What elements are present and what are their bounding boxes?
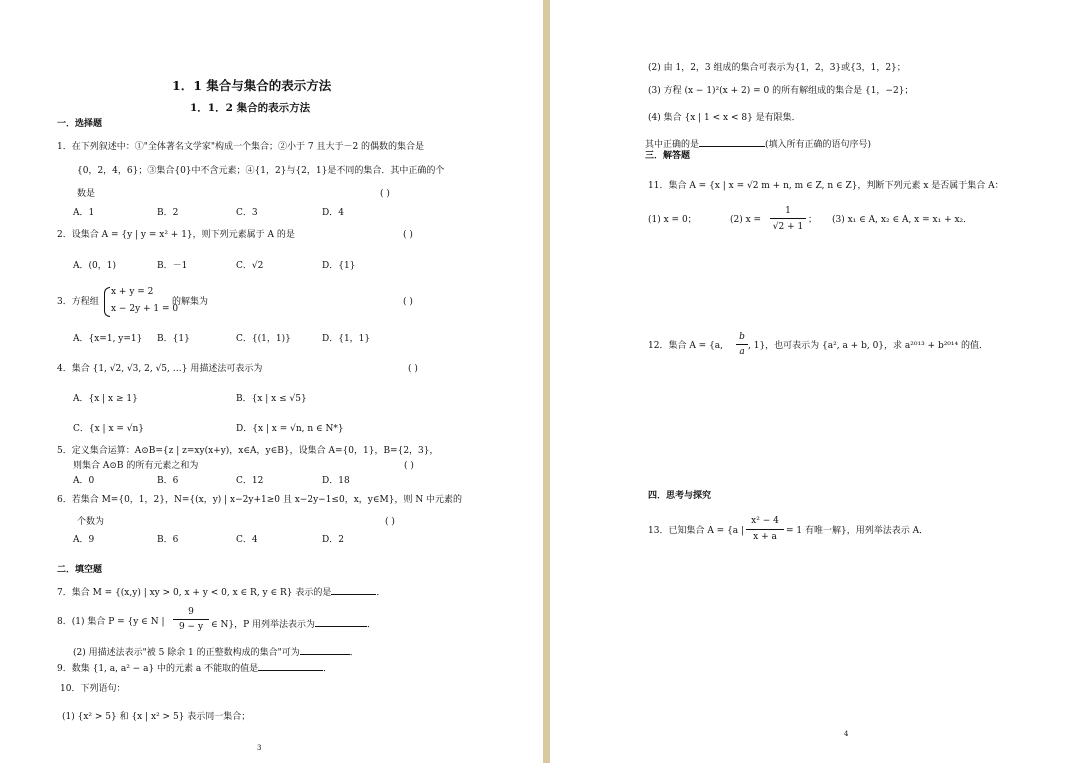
q4-option-b: B．{x | x ≤ √5} (236, 394, 307, 404)
q12-fraction-bar (736, 344, 748, 345)
q10-correct-text: 其中正确的是 (645, 140, 700, 150)
q13-prefix: 13．已知集合 A = {a | (648, 526, 745, 536)
q1-line3: 数是 (77, 189, 96, 199)
q10-item-1: (1) {x² > 5} 和 {x | x² > 5} 表示同一集合； (62, 712, 251, 722)
q6-option-c: C．4 (236, 535, 258, 545)
q3-equation-2: x − 2y + 1 = 0 (111, 304, 179, 314)
q11-part-1: (1) x = 0； (648, 215, 697, 225)
section-heading-explore: 四．思考与探究 (648, 491, 712, 501)
q3-option-b: B．{1} (157, 334, 190, 344)
q2-option-d: D．{1} (322, 261, 356, 271)
q2-option-c: C．√2 (236, 261, 264, 271)
q3-suffix: 的解集为 (172, 297, 209, 307)
q11-text: 11．集合 A = {x | x = √2 m + n, m ∈ Z, n ∈ Z}，判断下列元素 x 是否属于集合 A： (648, 181, 1004, 191)
q3-option-a: A．{x=1, y=1} (73, 334, 143, 344)
q6-option-d: D．2 (322, 535, 344, 545)
q7-text: 7．集合 M = {(x,y) | xy > 0, x + y < 0, x ∈ R, y ∈ R} 表示的是 (57, 588, 332, 598)
q4-text: 4．集合 {1, √2, √3, 2, √5, …} 用描述法可表示为 (57, 364, 263, 374)
q12-fraction-numerator: b (739, 332, 745, 342)
q10-item-4: (4) 集合 {x | 1 < x < 8} 是有限集． (648, 113, 801, 123)
q3-brace (104, 287, 110, 317)
page-4 (550, 0, 1080, 763)
q9: 9．数集 {1, a, a² − a} 中的元素 a 不能取的值是 ． (57, 661, 332, 675)
q1-option-d: D．4 (322, 208, 344, 218)
q10-text: 10．下列语句： (60, 684, 126, 694)
q11-part-3: (3) x₁ ∈ A, x₂ ∈ A, x = x₁ + x₂． (832, 215, 973, 225)
q12-prefix: 12．集合 A = {a, (648, 341, 724, 351)
q4-option-a: A．{x | x ≥ 1} (73, 394, 138, 404)
q10-item-2: (2) 由 1，2，3 组成的集合可表示为{1，2，3}或{3，1，2}； (648, 63, 906, 73)
q1-option-b: B．2 (157, 208, 179, 218)
q10-item-3: (3) 方程 (x − 1)²(x + 2) = 0 的所有解组成的集合是 {1，−2}； (648, 86, 914, 96)
q8-part2: (2) 用描述法表示"被 5 除余 1 的正整数构成的集合"可为 ． (73, 645, 359, 659)
q3-answer-paren: ( ) (403, 297, 413, 307)
q2-option-b: B．－1 (157, 261, 188, 271)
q5-option-b: B．6 (157, 476, 179, 486)
q11-fraction-bar (770, 218, 806, 219)
q8-part1-text: ∈ N}，P 用列举法表示为 ． (211, 617, 376, 631)
q4-answer-paren: ( ) (408, 364, 418, 374)
q4-option-c: C．{x | x = √n} (73, 424, 145, 434)
q13-fraction-numerator: x² − 4 (751, 516, 779, 526)
q8-part1-prefix: 8．(1) 集合 P = {y ∈ N | (57, 617, 165, 627)
q2-answer-paren: ( ) (403, 230, 413, 240)
q11-fraction-numerator: 1 (785, 206, 791, 216)
q5-line1: 5．定义集合运算：A⊙B={z | z=xy(x+y)，x∈A，y∈B}，设集合 A={0，1}，B={2，3}， (57, 446, 439, 456)
q8-part2-answer-blank[interactable] (300, 645, 350, 655)
q5-answer-paren: ( ) (404, 461, 414, 471)
q6-line2: 个数为 (77, 517, 105, 527)
section-heading-answer: 三．解答题 (645, 151, 691, 161)
q7: 7．集合 M = {(x,y) | xy > 0, x + y < 0, x ∈ R, y ∈ R} 表示的是 ． (57, 585, 385, 599)
q5-option-d: D．18 (322, 476, 350, 486)
q8-part2-text: (2) 用描述法表示"被 5 除余 1 的正整数构成的集合"可为 (73, 648, 300, 658)
q2-option-a: A．(0，1) (73, 261, 116, 271)
q6-line1: 6．若集合 M={0，1，2}，N={(x，y) | x−2y+1≥0 且 x−2y−1≤0，x，y∈M}，则 N 中元素的 (57, 495, 463, 505)
q3-equation-1: x + y = 2 (111, 287, 154, 297)
q13-fraction-bar (746, 529, 784, 530)
q1-option-c: C．3 (236, 208, 258, 218)
q10-answer-blank[interactable] (699, 137, 765, 147)
q7-answer-blank[interactable] (331, 585, 376, 595)
page-number: 3 (257, 744, 262, 752)
q1-option-a: A．1 (73, 208, 95, 218)
q13-fraction-denominator: x + a (753, 532, 777, 542)
q8-part1-answer-blank[interactable] (315, 617, 367, 627)
q4-option-d: D．{x | x = √n, n ∈ N*} (236, 424, 344, 434)
q12-suffix: , 1}，也可表示为 {a², a + b, 0}，求 a²⁰¹³ + b²⁰¹⁴ 的值． (748, 341, 988, 351)
q2-text: 2．设集合 A = {y | y = x² + 1}，则下列元素属于 A 的是 (57, 230, 295, 240)
page-subtitle: 1．1．2 集合的表示方法 (190, 102, 311, 114)
q3-option-d: D．{1，1} (322, 334, 371, 344)
q1-answer-paren: ( ) (380, 189, 390, 199)
q8-fraction-denominator: 9 − y (178, 622, 204, 632)
q3-option-c: C．{(1，1)} (236, 334, 291, 344)
q1-line2: {0，2，4，6}；③集合{0}中不含元素；④{1，2}与{2，1}是不同的集合．其中正确的个 (77, 166, 445, 176)
q9-text: 9．数集 {1, a, a² − a} 中的元素 a 不能取的值是 (57, 664, 259, 674)
q13-suffix: = 1 有唯一解}，用列举法表示 A． (786, 526, 929, 536)
q11-part-2-suffix: ； (808, 215, 818, 225)
q11-fraction-denominator: √2 + 1 (772, 222, 804, 232)
q6-option-a: A．9 (73, 535, 95, 545)
page-gutter (543, 0, 550, 763)
q5-option-c: C．12 (236, 476, 264, 486)
q5-option-a: A．0 (73, 476, 95, 486)
q3-prefix: 3．方程组 (57, 297, 99, 307)
q1-line1: 1．在下列叙述中：①"全体著名文学家"构成一个集合；②小于 7 且大于－2 的偶数的集合是 (57, 142, 425, 152)
q11-part-2-prefix: (2) x = (730, 215, 762, 225)
q5-line2: 则集合 A⊙B 的所有元素之和为 (73, 461, 199, 471)
q8-fraction-numerator: 9 (188, 607, 194, 617)
q9-answer-blank[interactable] (258, 661, 323, 671)
page-title: 1．1 集合与集合的表示方法 (172, 78, 332, 93)
section-heading-choice: 一．选择题 (57, 119, 103, 129)
q8-fraction-bar (173, 619, 209, 620)
q10-correct: 其中正确的是 (填入所有正确的语句序号) (645, 137, 871, 151)
q6-option-b: B．6 (157, 535, 179, 545)
section-heading-fill: 二．填空题 (57, 565, 103, 575)
page-number: 4 (844, 730, 849, 738)
q6-answer-paren: ( ) (385, 517, 395, 527)
q12-fraction-denominator: a (739, 347, 745, 357)
